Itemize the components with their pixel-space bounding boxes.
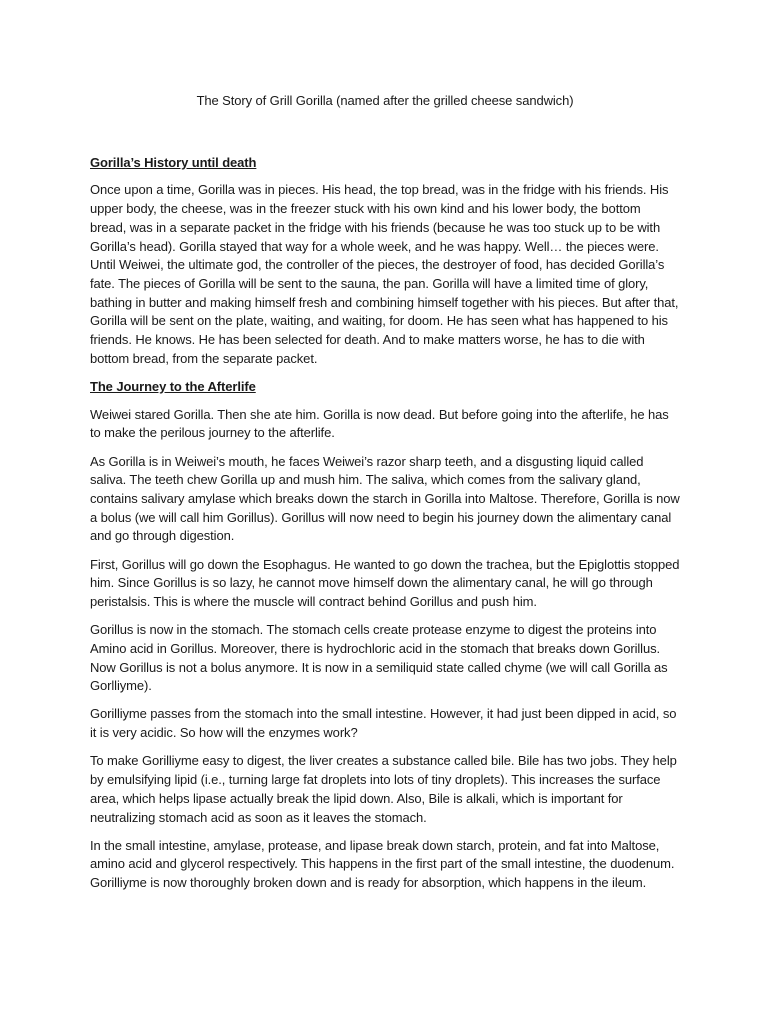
document-body — [90, 92, 680, 902]
section-heading-history: Gorilla’s History until death — [90, 154, 257, 170]
document-title: The Story of Grill Gorilla (named after the grilled cheese sandwich) — [196, 93, 574, 108]
paragraph-journey-3: First, Gorillus will go down the Esophagus. He wanted to go down the trachea, but the Epiglottis stopped him. Since Gorillus is so lazy, he cannot move himself down the alimentary canal, he will go through peristalsis. This is where the muscle will contract behind Gorillus and push him. — [90, 556, 680, 609]
paragraph-history-1: Once upon a time, Gorilla was in pieces. His head, the top bread, was in the fridge with his friends. His upper body, the cheese, was in the freezer stuck with his own kind and his lower body, the bottom bread, was in a separate packet in the fridge with his friends (because he was too stuck up to be with Gorilla’s head). Gorilla stayed that way for a whole week, and he was happy. Well… the pieces were. Until Weiwei, the ultimate god, the controller of the pieces, the destroyer of food, has decided Gorilla’s fate. The pieces of Gorilla will be sent to the sauna, the pan. Gorilla will have a limited time of glory, bathing in butter and making himself fresh and combining himself together with his pieces. But after that, Gorilla will be sent on the plate, waiting, and waiting, for doom. He has seen what has happened to his friends. He knows. He has been selected for death. And to make matters worse, he has to die with bottom bread, from the separate packet. — [90, 182, 679, 366]
paragraph-journey-6: To make Gorilliyme easy to digest, the liver creates a substance called bile. Bile has two jobs. They help by emulsifying lipid (i.e., turning large fat droplets into lots of tiny droplets). This increases the surface area, which helps lipase actually break the lipid down. Also, Bile is alkali, which is important for neutralizing stomach acid as soon as it leaves the stomach. — [90, 753, 677, 825]
paragraph-journey-7: In the small intestine, amylase, protease, and lipase break down starch, protein, and fat into Maltose, amino acid and glycerol respectively. This happens in the first part of the small intestine, the duodenum. Gorilliyme is now thoroughly broken down and is ready for absorption, which happens in the ileum. — [90, 837, 675, 891]
section-heading-journey: The Journey to the Afterlife — [90, 378, 256, 394]
paragraph-journey-1: Weiwei stared Gorilla. Then she ate him. Gorilla is now dead. But before going into the afterlife, he has to make the perilous journey to the afterlife. — [90, 406, 669, 441]
paragraph-journey-5: Gorilliyme passes from the stomach into the small intestine. However, it had just been dipped in acid, so it is very acidic. So how will the enzymes work? — [90, 706, 677, 741]
paragraph-journey-2: As Gorilla is in Weiwei’s mouth, he faces Weiwei’s razor sharp teeth, and a disgusting liquid called saliva. The teeth chew Gorilla up and mush him. The saliva, which comes from the salivary gland, contains salivary amylase which breaks down the starch in Gorilla into Maltose. Therefore, Gorilla is now a bolus (we will call him Gorillus). Gorillus will now need to begin his journey down the alimentary canal and go through digestion. — [90, 453, 680, 544]
paragraph-journey-4: Gorillus is now in the stomach. The stomach cells create protease enzyme to digest the proteins into Amino acid in Gorillus. Moreover, there is hydrochloric acid in the stomach that breaks down Gorillus. Now Gorillus is not a bolus anymore. It is now in a semiliquid state called chyme (we will call Gorilla as Gorlliyme). — [90, 622, 668, 694]
